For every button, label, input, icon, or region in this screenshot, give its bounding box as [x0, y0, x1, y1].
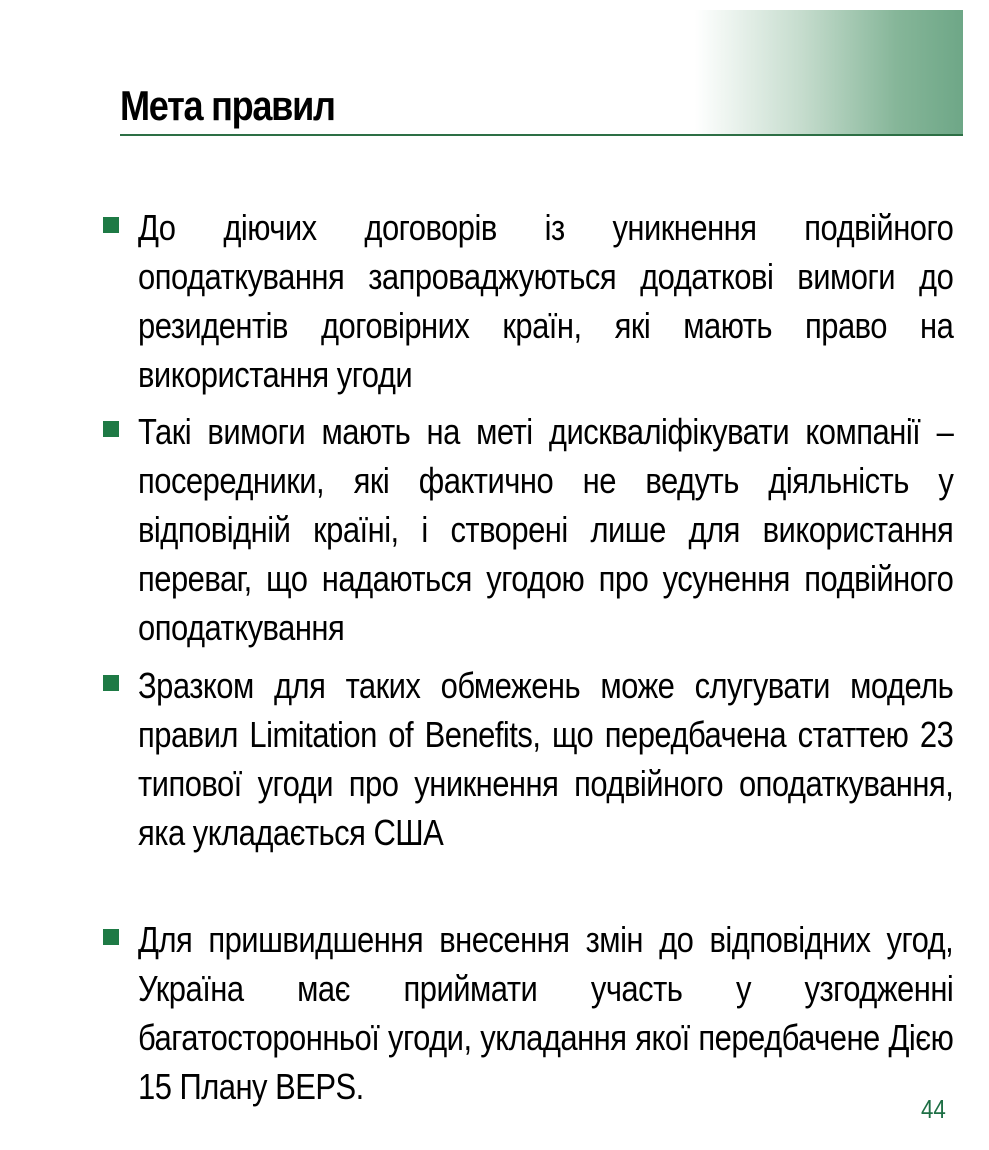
bullet-text: Зразком для таких обмежень може слугувати модель правил Limitation of Benefits, що передбачена статтею 23 типової угоди про уникнення подвійного оподаткування, яка укладається США: [138, 665, 954, 853]
bullet-text: Для пришвидшення внесення змін до відповідних угод, Україна має приймати участь у узгодженні багатосторонньої угоди, укладання якої передбачене Дією 15 Плану BEPS.: [138, 919, 954, 1107]
square-bullet-icon: [103, 421, 119, 437]
bullet-text: До діючих договорів із уникнення подвійного оподаткування запроваджуються додаткові вимоги до резидентів договірних країн, які мають право на використання угоди: [138, 207, 954, 395]
square-bullet-icon: [103, 929, 119, 945]
bullet-text: Такі вимоги мають на меті дискваліфікувати компанії – посередники, які фактично не ведуть діяльність у відповідній країні, і створені лише для використання переваг, що надаються угодою про усунення подвійного оподаткування: [138, 411, 954, 648]
page-number: 44: [921, 1094, 946, 1124]
title-underline: [120, 134, 963, 136]
corner-gradient-decoration: [695, 10, 963, 135]
square-bullet-icon: [103, 217, 119, 233]
square-bullet-icon: [103, 675, 119, 691]
slide-title: Мета правил: [120, 82, 335, 129]
